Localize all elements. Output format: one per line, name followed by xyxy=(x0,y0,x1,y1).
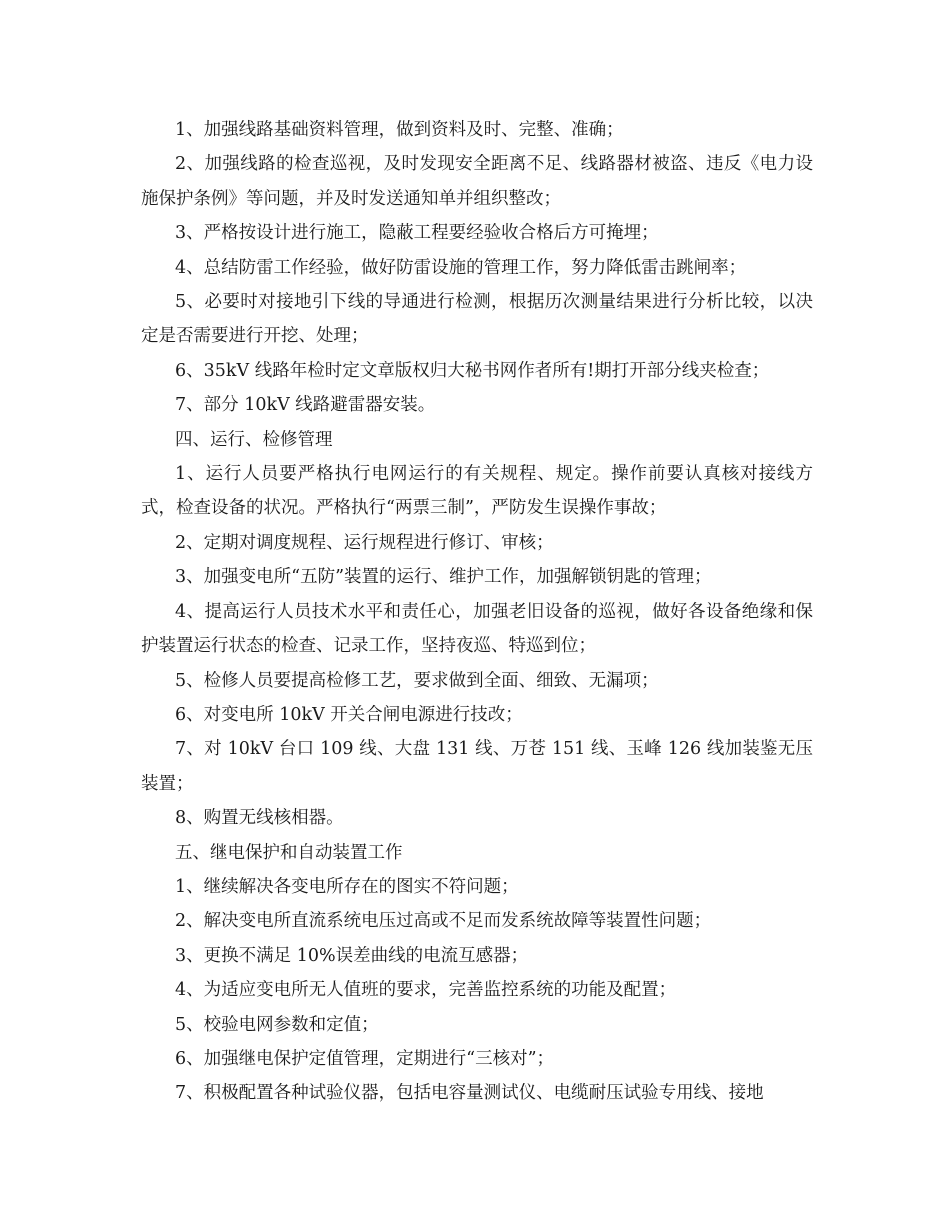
paragraph: 6、加强继电保护定值管理，定期进行“三核对”； xyxy=(175,1048,555,1069)
paragraph: 6、35kV 线路年检时定文章版权归大秘书网作者所有!期打开部分线夹检查； xyxy=(175,360,770,381)
paragraph: 4、提高运行人员技术水平和责任心，加强老旧设备的巡视，做好各设备绝缘和保护装置运行状态的检查、记录工作，坚持夜巡、特巡到位； xyxy=(141,601,813,657)
paragraph: 3、更换不满足 10%误差曲线的电流互感器； xyxy=(175,945,529,966)
paragraph: 4、总结防雷工作经验，做好防雷设施的管理工作，努力降低雷击跳闸率； xyxy=(175,257,747,278)
section-heading: 五、继电保护和自动装置工作 xyxy=(175,842,403,863)
paragraph: 4、为适应变电所无人值班的要求，完善监控系统的功能及配置； xyxy=(175,980,677,1001)
paragraph: 2、定期对调度规程、运行规程进行修订、审核； xyxy=(175,532,554,553)
paragraph: 5、检修人员要提高检修工艺，要求做到全面、细致、无漏项； xyxy=(175,670,659,691)
paragraph: 7、对 10kV 台口 109 线、大盘 131 线、万苍 151 线、玉峰 126 线加装鉴无压装置； xyxy=(141,739,813,794)
paragraph: 7、积极配置各种试验仪器，包括电容量测试仪、电缆耐压试验专用线、接地 xyxy=(175,1083,764,1104)
paragraph: 5、校验电网参数和定值； xyxy=(175,1014,379,1035)
paragraph: 7、部分 10kV 线路避雷器安装。 xyxy=(175,395,436,416)
section-heading: 四、运行、检修管理 xyxy=(175,429,333,450)
paragraph: 5、必要时对接地引下线的导通进行检测，根据历次测量结果进行分析比较，以决定是否需要进行开挖、处理； xyxy=(141,292,813,347)
paragraph: 1、运行人员要严格执行电网运行的有关规程、规定。操作前要认真核对接线方式，检查设备的状况。严格执行“两票三制”，严防发生误操作事故； xyxy=(141,464,813,519)
paragraph: 3、严格按设计进行施工，隐蔽工程要经验收合格后方可掩埋； xyxy=(175,223,659,244)
document-body xyxy=(141,113,813,1111)
paragraph: 2、加强线路的检查巡视，及时发现安全距离不足、线路器材被盗、违反《电力设施保护条例》等问题，并及时发送通知单并组织整改； xyxy=(141,154,813,209)
paragraph: 6、对变电所 10kV 开关合闸电源进行技改； xyxy=(175,704,523,725)
paragraph: 8、购置无线核相器。 xyxy=(175,808,344,829)
paragraph: 3、加强变电所“五防”装置的运行、维护工作，加强解锁钥匙的管理； xyxy=(175,567,712,588)
paragraph: 1、加强线路基础资料管理，做到资料及时、完整、准确； xyxy=(175,120,624,140)
paragraph: 2、解决变电所直流系统电压过高或不足而发系统故障等装置性问题； xyxy=(175,911,712,932)
paragraph: 1、继续解决各变电所存在的图实不符问题； xyxy=(175,876,519,897)
